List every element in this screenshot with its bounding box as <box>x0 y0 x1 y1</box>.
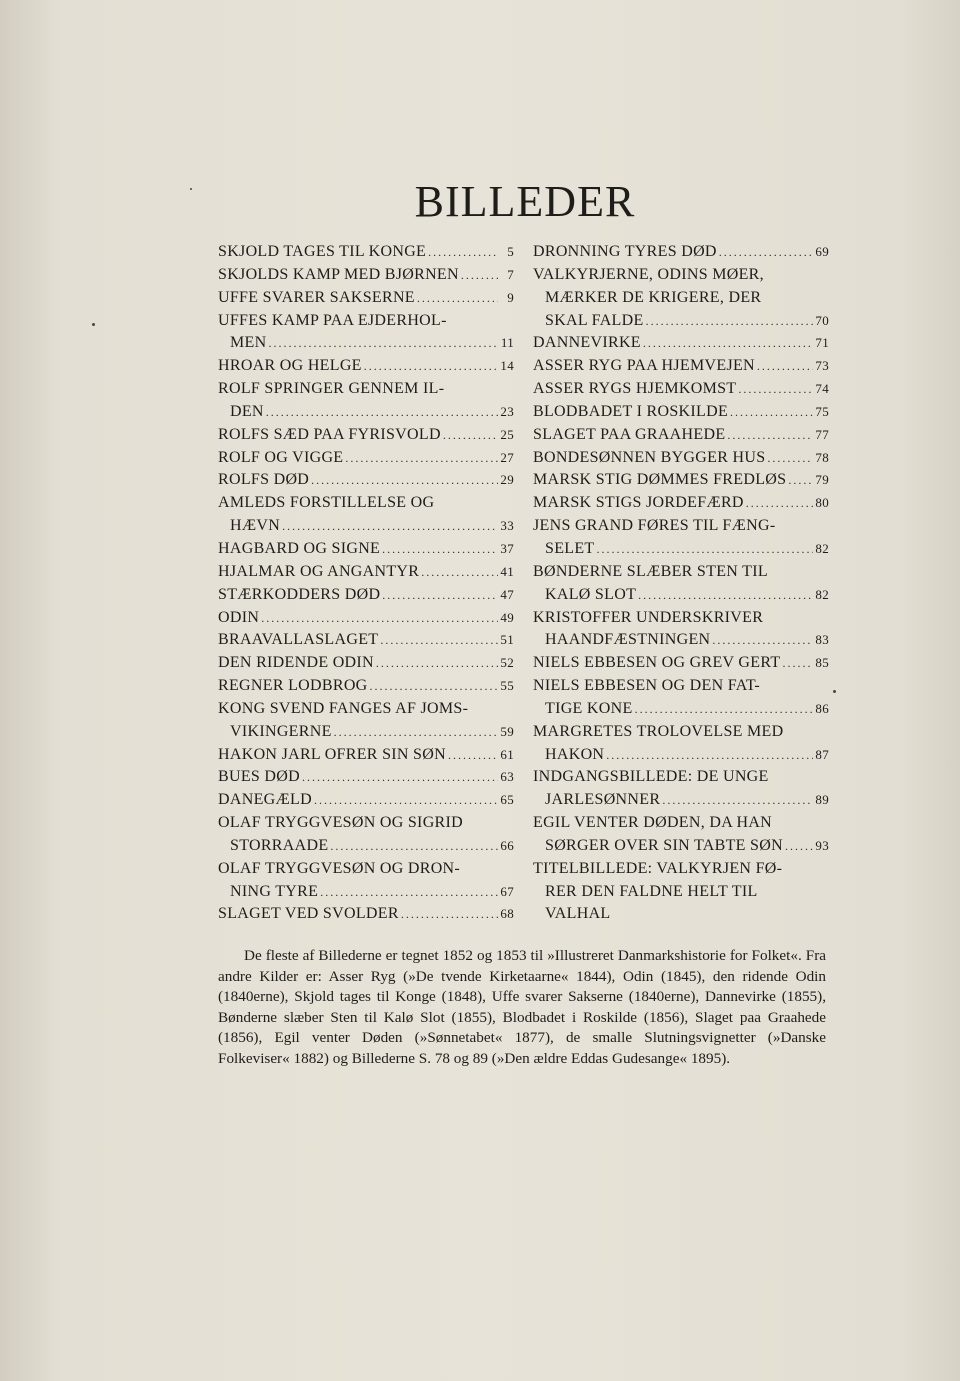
illustration-sources-note: De fleste af Billederne er tegnet 1852 og 1853 til »Illustreret Danmarkshistorie for Folket«. Fra andre Kilder er: Asser Ryg (»De tvende Kirketaarne« 1844), Odin (1845), den ridende Odin (1840erne), Skjold tages til Konge (1848), Uffe svarer Sakserne (1840erne), Dannevirke (1855), Bønderne slæber Sten til Kalø Slot (1855), Blodbadet i Roskilde (1856), Slaget paa Graahede (1856), Egil venter Døden (»Sønnetabet« 1877), de smalle Slutningsvignetter (»Danske Folkeviser« 1882) og Billederne S. 78 og 89 (»Den ældre Eddas Gudesange« 1895). <box>218 947 826 1067</box>
dot-leader <box>320 881 498 904</box>
contents-line <box>218 401 514 424</box>
dot-leader <box>268 332 498 355</box>
contents-line <box>533 355 829 378</box>
contents-entry <box>533 652 829 675</box>
entry-title: STORRAADE <box>230 836 329 854</box>
page-number: 86 <box>815 700 829 716</box>
contents-entry <box>533 401 829 424</box>
dot-leader <box>662 789 813 812</box>
page-number: 14 <box>500 358 514 374</box>
dot-leader <box>380 629 498 652</box>
contents-entry <box>218 492 514 538</box>
contents-entry <box>533 766 829 812</box>
entry-title: SØRGER OVER SIN TABTE SØN <box>545 836 783 854</box>
contents-line <box>218 607 514 630</box>
page-number: 51 <box>500 632 514 648</box>
entry-title: HAKON JARL OFRER SIN SØN <box>218 745 446 763</box>
page-number: 61 <box>500 746 514 762</box>
dot-leader <box>448 744 498 767</box>
contents-line <box>218 652 514 675</box>
contents-entry <box>218 652 514 675</box>
contents-line <box>533 881 829 904</box>
entry-title: UFFES KAMP PAA EJDERHOL- <box>218 311 447 329</box>
contents-entry <box>533 607 829 653</box>
dot-leader <box>757 355 813 378</box>
entry-title: MARGRETES TROLOVELSE MED <box>533 722 784 740</box>
contents-line <box>218 469 514 492</box>
entry-title: KALØ SLOT <box>545 585 637 603</box>
contents-entry <box>533 355 829 378</box>
contents-entry <box>218 561 514 584</box>
contents-line <box>533 469 829 492</box>
page-number: 41 <box>500 563 514 579</box>
contents-line <box>218 675 514 698</box>
contents-line <box>218 424 514 447</box>
entry-title: EGIL VENTER DØDEN, DA HAN <box>533 814 773 832</box>
contents-line <box>533 424 829 447</box>
page-number: 37 <box>500 540 514 556</box>
page-number: 89 <box>815 792 829 808</box>
entry-title: HÆVN <box>230 517 281 535</box>
contents-line <box>218 241 514 264</box>
dot-leader <box>330 835 498 858</box>
entry-title: BRAAVALLASLAGET <box>218 631 379 649</box>
entry-title: ODIN <box>218 608 260 626</box>
entry-title: DANEGÆLD <box>218 791 312 809</box>
entry-title: OLAF TRYGGVESØN OG SIGRID <box>218 814 463 832</box>
contents-line <box>218 766 514 789</box>
contents-entry <box>218 744 514 767</box>
contents-line <box>218 835 514 858</box>
contents-entry <box>218 378 514 424</box>
entry-title: DEN RIDENDE ODIN <box>218 654 374 672</box>
dot-leader <box>334 721 498 744</box>
contents-entry <box>533 721 829 767</box>
contents-entry <box>218 287 514 310</box>
contents-entry <box>533 812 829 858</box>
dot-leader <box>302 766 498 789</box>
contents-entry <box>218 424 514 447</box>
dot-leader <box>788 469 813 492</box>
entry-title: MARSK STIGS JORDEFÆRD <box>533 494 744 512</box>
entry-title: INDGANGSBILLEDE: DE UNGE <box>533 768 769 786</box>
page-number: 7 <box>507 266 514 282</box>
entry-title: BUES DØD <box>218 768 300 786</box>
contents-line <box>218 492 514 515</box>
contents-line <box>218 538 514 561</box>
contents-line <box>218 903 514 926</box>
page-number: 74 <box>815 381 829 397</box>
contents-entry <box>533 264 829 333</box>
contents-entry <box>533 561 829 607</box>
dot-leader <box>712 629 813 652</box>
entry-title: KONG SVEND FANGES AF JOMS- <box>218 699 469 717</box>
contents-entry <box>533 241 829 264</box>
page-number: 82 <box>815 586 829 602</box>
contents-line <box>533 515 829 538</box>
contents-line <box>533 675 829 698</box>
contents-entry <box>218 698 514 744</box>
contents-column-left <box>218 241 514 926</box>
contents-entry <box>533 447 829 470</box>
dot-leader <box>370 675 498 698</box>
dot-leader <box>746 492 813 515</box>
entry-title: ASSER RYG PAA HJEMVEJEN <box>533 357 755 375</box>
entry-title: STÆRKODDERS DØD <box>218 585 381 603</box>
contents-line <box>218 584 514 607</box>
contents-entry <box>218 789 514 812</box>
contents-line <box>533 241 829 264</box>
dot-leader <box>376 652 498 675</box>
page-number: 33 <box>500 518 514 534</box>
contents-entry <box>218 607 514 630</box>
entry-title: HAGBARD OG SIGNE <box>218 539 381 557</box>
contents-entry <box>533 469 829 492</box>
page-number: 47 <box>500 586 514 602</box>
contents-entry <box>533 332 829 355</box>
page-number: 27 <box>500 449 514 465</box>
contents-line <box>533 652 829 675</box>
page-number: 71 <box>815 335 829 351</box>
entry-title: DRONNING TYRES DØD <box>533 243 717 260</box>
page-number: 78 <box>815 449 829 465</box>
contents-line <box>533 538 829 561</box>
contents-line <box>533 629 829 652</box>
contents-line <box>218 858 514 881</box>
entry-title: NIELS EBBESEN OG GREV GERT <box>533 654 781 672</box>
dot-leader <box>606 744 813 767</box>
page-number: 77 <box>815 426 829 442</box>
contents-entry <box>533 515 829 561</box>
contents-line <box>218 744 514 767</box>
page-number: 69 <box>815 244 829 259</box>
contents-entry <box>218 584 514 607</box>
contents-entry <box>218 858 514 904</box>
dot-leader <box>638 584 813 607</box>
contents-entry <box>533 675 829 721</box>
contents-line <box>218 264 514 287</box>
contents-line <box>218 881 514 904</box>
page-number: 93 <box>815 837 829 853</box>
dot-leader <box>364 355 498 378</box>
dot-leader <box>646 310 813 333</box>
entry-title: SLAGET VED SVOLDER <box>218 905 399 923</box>
contents-line <box>533 835 829 858</box>
contents-entry <box>218 629 514 652</box>
entry-title: MARSK STIG DØMMES FREDLØS <box>533 471 787 489</box>
dot-leader <box>597 538 814 561</box>
contents-line <box>533 858 829 881</box>
entry-title: JARLESØNNER <box>545 791 661 809</box>
entry-title: SKJOLDS KAMP MED BJØRNEN <box>218 265 459 283</box>
dot-leader <box>461 264 498 287</box>
page-number: 59 <box>500 723 514 739</box>
contents-line <box>218 789 514 812</box>
contents-entry <box>218 241 514 264</box>
dot-leader <box>421 561 498 584</box>
contents-line <box>218 515 514 538</box>
page-number: 55 <box>500 678 514 694</box>
contents-line <box>533 789 829 812</box>
entry-title: ROLF SPRINGER GENNEM IL- <box>218 380 445 398</box>
dot-leader <box>417 287 498 310</box>
page-number: 63 <box>500 769 514 785</box>
contents-line <box>218 378 514 401</box>
contents-entry <box>218 447 514 470</box>
page-number: 87 <box>815 746 829 762</box>
entry-title: VIKINGERNE <box>230 722 332 740</box>
page-number: 70 <box>815 312 829 328</box>
contents-entry <box>218 469 514 492</box>
entry-title: SLAGET PAA GRAAHEDE <box>533 425 726 443</box>
contents-line <box>533 310 829 333</box>
page-number: 66 <box>500 837 514 853</box>
paper-speck <box>92 323 95 326</box>
entry-title: BONDESØNNEN BYGGER HUS <box>533 448 766 466</box>
entry-title: TITELBILLEDE: VALKYRJEN FØ- <box>533 859 783 877</box>
contents-entry <box>218 538 514 561</box>
page-number: 65 <box>500 792 514 808</box>
page-number: 23 <box>500 403 514 419</box>
page-number: 67 <box>500 883 514 899</box>
contents-line <box>218 629 514 652</box>
page-number: 9 <box>507 289 514 305</box>
entry-title: VALHAL <box>545 905 611 923</box>
entry-title: HJALMAR OG ANGANTYR <box>218 562 420 580</box>
contents-line <box>218 287 514 310</box>
entry-title: BLODBADET I ROSKILDE <box>533 402 729 420</box>
contents-entry <box>218 264 514 287</box>
dot-leader <box>785 835 813 858</box>
entry-title: VALKYRJERNE, ODINS MØER, <box>533 265 764 283</box>
dot-leader <box>382 538 498 561</box>
entry-title: OLAF TRYGGVESØN OG DRON- <box>218 859 461 877</box>
page-title: BILLEDER <box>414 177 636 226</box>
contents-entry <box>218 812 514 858</box>
contents-line <box>218 812 514 835</box>
dot-leader <box>767 447 813 470</box>
contents-entry <box>218 903 514 926</box>
page-number: 52 <box>500 655 514 671</box>
contents-line <box>533 332 829 355</box>
contents-line <box>533 264 829 287</box>
contents-entry <box>533 858 829 927</box>
contents-line <box>533 766 829 789</box>
dot-leader <box>282 515 498 538</box>
page-number: 29 <box>500 472 514 488</box>
entry-title: NIELS EBBESEN OG DEN FAT- <box>533 677 761 695</box>
page-number: 73 <box>815 358 829 374</box>
entry-title: JENS GRAND FØRES TIL FÆNG- <box>533 517 776 535</box>
entry-title: DANNEVIRKE <box>533 334 641 352</box>
entry-title: REGNER LODBROG <box>218 677 368 695</box>
page-number: 5 <box>507 244 514 259</box>
contents-entry <box>533 492 829 515</box>
contents-entry <box>533 424 829 447</box>
entry-title: RER DEN FALDNE HELT TIL <box>545 882 758 900</box>
contents-line <box>533 287 829 310</box>
contents-line <box>533 721 829 744</box>
dot-leader <box>428 241 498 264</box>
contents-line <box>218 561 514 584</box>
entry-title: ROLF OG VIGGE <box>218 448 344 466</box>
contents-line <box>533 492 829 515</box>
contents-column-right <box>533 241 829 926</box>
contents-line <box>218 332 514 355</box>
contents-line <box>533 584 829 607</box>
dot-leader <box>782 652 813 675</box>
dot-leader <box>730 401 813 424</box>
dot-leader <box>266 401 498 424</box>
contents-entry <box>218 355 514 378</box>
dot-leader <box>727 424 813 447</box>
contents-entry <box>218 310 514 356</box>
contents-line <box>218 721 514 744</box>
contents-line <box>533 378 829 401</box>
dot-leader <box>314 789 498 812</box>
dot-leader <box>401 903 498 926</box>
contents-line <box>218 355 514 378</box>
page-number: 49 <box>500 609 514 625</box>
entry-title: BØNDERNE SLÆBER STEN TIL <box>533 562 768 580</box>
page-number: 75 <box>815 403 829 419</box>
contents-line <box>533 607 829 630</box>
entry-title: DEN <box>230 402 264 420</box>
dot-leader <box>311 469 498 492</box>
contents-line <box>533 744 829 767</box>
contents-line <box>533 698 829 721</box>
contents-entry <box>533 378 829 401</box>
entry-title: UFFE SVARER SAKSERNE <box>218 288 415 306</box>
dot-leader <box>738 378 813 401</box>
dot-leader <box>443 424 498 447</box>
entry-title: ROLFS DØD <box>218 471 310 489</box>
contents-line <box>533 903 829 926</box>
entry-title: MEN <box>230 334 267 352</box>
dot-leader <box>345 447 498 470</box>
page-number: 79 <box>815 472 829 488</box>
contents-entry <box>218 675 514 698</box>
dot-leader <box>719 241 813 264</box>
entry-title: HAKON <box>545 745 605 763</box>
page-number: 80 <box>815 495 829 511</box>
entry-title: ROLFS SÆD PAA FYRISVOLD <box>218 425 441 443</box>
page-number: 83 <box>815 632 829 648</box>
paper-speck <box>833 690 836 693</box>
contents-line <box>533 401 829 424</box>
entry-title: MÆRKER DE KRIGERE, DER <box>545 288 762 306</box>
dot-leader <box>382 584 498 607</box>
entry-title: KRISTOFFER UNDERSKRIVER <box>533 608 764 626</box>
page-number: 68 <box>500 906 514 922</box>
dot-leader <box>635 698 813 721</box>
contents-line <box>218 698 514 721</box>
contents-line <box>218 447 514 470</box>
entry-title: SELET <box>545 539 595 557</box>
contents-line <box>218 310 514 333</box>
entry-title: SKJOLD TAGES TIL KONGE <box>218 243 427 260</box>
dot-leader <box>643 332 813 355</box>
entry-title: ASSER RYGS HJEMKOMST <box>533 380 737 398</box>
entry-title: TIGE KONE <box>545 699 633 717</box>
entry-title: NING TYRE <box>230 882 319 900</box>
entry-title: AMLEDS FORSTILLELSE OG <box>218 494 435 512</box>
page-number: 11 <box>500 335 514 351</box>
contents-line <box>533 447 829 470</box>
contents-line <box>533 812 829 835</box>
entry-title: HAANDFÆSTNINGEN <box>545 631 711 649</box>
dot-leader <box>261 607 498 630</box>
page-number: 85 <box>815 655 829 671</box>
contents-entry <box>218 766 514 789</box>
contents-line <box>533 561 829 584</box>
entry-title: HROAR OG HELGE <box>218 357 362 375</box>
page-number: 25 <box>500 426 514 442</box>
entry-title: SKAL FALDE <box>545 311 644 329</box>
page-number: 82 <box>815 540 829 556</box>
